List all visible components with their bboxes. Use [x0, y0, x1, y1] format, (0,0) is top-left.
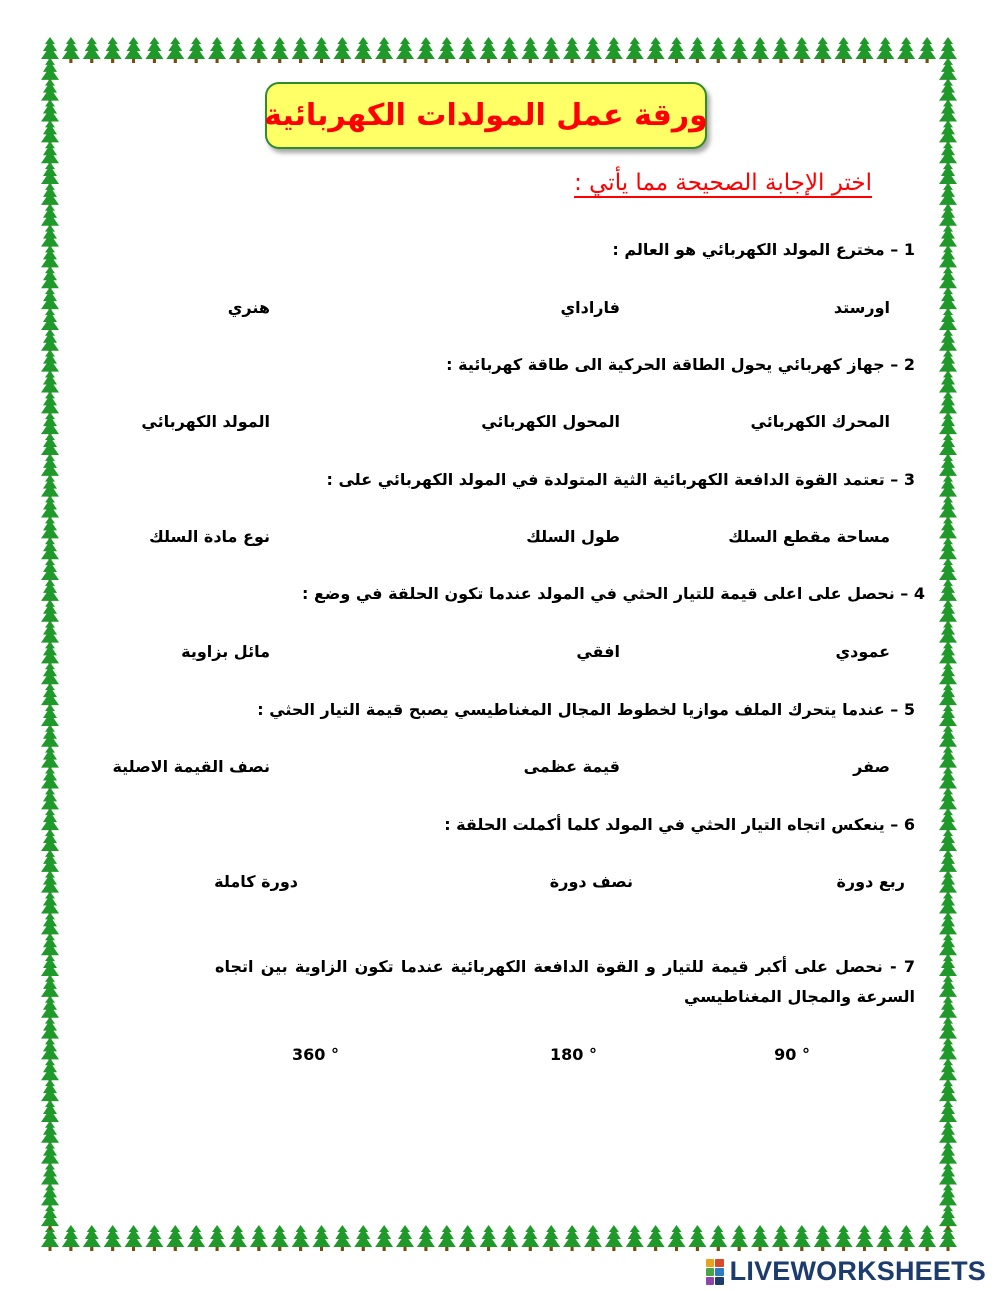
q7-option-1[interactable]: 90 °	[774, 1045, 810, 1064]
instruction-text: اختر الإجابة الصحيحة مما يأتي :	[574, 170, 872, 196]
tree-icon	[375, 1225, 393, 1251]
tree-icon	[835, 1225, 853, 1251]
tree-icon	[542, 1225, 560, 1251]
tree-icon	[918, 1225, 936, 1251]
tree-icon	[229, 1225, 247, 1251]
tree-icon	[751, 37, 769, 63]
q2-option-3[interactable]: المولد الكهربائي	[141, 412, 270, 431]
tree-icon	[187, 37, 205, 63]
tree-icon	[500, 37, 518, 63]
q7-option-2[interactable]: 180 °	[550, 1045, 597, 1064]
q5-option-3[interactable]: نصف القيمة الاصلية	[112, 757, 270, 776]
tree-icon	[876, 37, 894, 63]
question-2: 2 – جهاز كهربائي يحول الطاقة الحركية الى طاقة كهربائية :	[446, 355, 915, 374]
tree-icon	[312, 1225, 330, 1251]
tree-icon	[208, 1225, 226, 1251]
tree-icon	[459, 1225, 477, 1251]
liveworksheets-logo	[706, 1256, 986, 1287]
tree-icon	[626, 37, 644, 63]
tree-icon	[62, 1225, 80, 1251]
q2-option-1[interactable]: المحرك الكهربائي	[750, 412, 890, 431]
tree-icon	[354, 1225, 372, 1251]
tree-icon	[876, 1225, 894, 1251]
tree-icon	[584, 37, 602, 63]
tree-icon	[668, 1225, 686, 1251]
q1-option-3[interactable]: هنري	[227, 298, 270, 317]
tree-icon	[187, 1225, 205, 1251]
q2-option-2[interactable]: المحول الكهربائي	[481, 412, 620, 431]
tree-icon	[855, 1225, 873, 1251]
tree-icon	[563, 37, 581, 63]
q5-option-1[interactable]: صفر	[853, 757, 890, 776]
tree-icon	[521, 1225, 539, 1251]
tree-icon	[855, 37, 873, 63]
question-5: 5 – عندما يتحرك الملف موازيا لخطوط المجال المغناطيسي يصبح قيمة التيار الحثي :	[257, 700, 915, 719]
tree-icon	[563, 1225, 581, 1251]
tree-icon	[730, 37, 748, 63]
tree-icon	[229, 37, 247, 63]
tree-icon	[417, 1225, 435, 1251]
tree-icon	[480, 1225, 498, 1251]
q6-option-2[interactable]: نصف دورة	[549, 872, 633, 891]
tree-icon	[145, 1225, 163, 1251]
q1-option-1[interactable]: اورستد	[833, 298, 890, 317]
liveworksheets-logo-icon	[706, 1259, 724, 1285]
q3-option-2[interactable]: طول السلك	[526, 527, 620, 546]
question-4: 4 – نحصل على اعلى قيمة للتيار الحثي في المولد عندما تكون الحلقة في وضع :	[301, 584, 925, 603]
question-6: 6 – ينعكس اتجاه التيار الحثي في المولد كلما أكملت الحلقة :	[444, 815, 915, 834]
title-box	[265, 82, 707, 149]
q6-option-3[interactable]: دورة كاملة	[214, 872, 298, 891]
tree-icon	[250, 37, 268, 63]
tree-icon	[814, 37, 832, 63]
tree-icon	[897, 1225, 915, 1251]
tree-icon	[605, 1225, 623, 1251]
tree-icon	[730, 1225, 748, 1251]
question-3: 3 – تعتمد القوة الدافعة الكهربائية الثية المتولدة في المولد الكهربائي على :	[326, 470, 915, 489]
tree-icon	[647, 37, 665, 63]
tree-icon	[459, 37, 477, 63]
question-1: 1 – مخترع المولد الكهربائي هو العالم :	[612, 240, 915, 259]
tree-icon	[772, 37, 790, 63]
tree-icon	[271, 37, 289, 63]
tree-icon	[62, 37, 80, 63]
tree-icon	[104, 1225, 122, 1251]
q1-option-2[interactable]: فاراداي	[560, 298, 620, 317]
tree-icon	[125, 37, 143, 63]
tree-icon	[835, 37, 853, 63]
q6-option-1[interactable]: ربع دورة	[836, 872, 905, 891]
tree-icon	[145, 37, 163, 63]
tree-icon	[709, 1225, 727, 1251]
tree-icon	[814, 1225, 832, 1251]
tree-icon	[584, 1225, 602, 1251]
question-7: 7 - نحصل على أكبر قيمة للتيار و القوة الدافعة الكهربائية عندما تكون الزاوية بين اتجاه السرعة والمجال المغناطيسي	[215, 957, 915, 1006]
tree-icon	[709, 37, 727, 63]
tree-icon	[250, 1225, 268, 1251]
tree-icon	[793, 37, 811, 63]
worksheet-title: ورقة عمل المولدات الكهربائية	[264, 98, 708, 133]
tree-icon	[125, 1225, 143, 1251]
tree-icon	[897, 37, 915, 63]
tree-icon	[605, 37, 623, 63]
tree-icon	[772, 1225, 790, 1251]
tree-icon	[166, 37, 184, 63]
tree-icon	[166, 1225, 184, 1251]
q4-option-1[interactable]: عمودي	[835, 642, 890, 661]
tree-icon	[208, 37, 226, 63]
tree-icon	[438, 37, 456, 63]
tree-icon	[375, 37, 393, 63]
q3-option-1[interactable]: مساحة مقطع السلك	[728, 527, 890, 546]
tree-icon	[438, 1225, 456, 1251]
tree-icon	[480, 37, 498, 63]
q5-option-2[interactable]: قيمة عظمى	[523, 757, 620, 776]
liveworksheets-brand: LIVEWORKSHEETS	[729, 1256, 986, 1286]
tree-icon	[542, 37, 560, 63]
tree-icon	[83, 37, 101, 63]
tree-icon	[271, 1225, 289, 1251]
tree-icon	[292, 37, 310, 63]
tree-icon	[292, 1225, 310, 1251]
tree-icon	[626, 1225, 644, 1251]
q4-option-3[interactable]: مائل بزاوية	[181, 642, 270, 661]
tree-icon	[521, 37, 539, 63]
q7-option-3[interactable]: 360 °	[292, 1045, 339, 1064]
tree-icon	[751, 1225, 769, 1251]
tree-icon	[333, 37, 351, 63]
tree-icon	[417, 37, 435, 63]
tree-icon	[688, 37, 706, 63]
q4-option-2[interactable]: افقي	[576, 642, 620, 661]
tree-icon	[793, 1225, 811, 1251]
tree-icon	[396, 37, 414, 63]
tree-icon	[396, 1225, 414, 1251]
tree-icon	[500, 1225, 518, 1251]
tree-icon	[918, 37, 936, 63]
tree-icon	[668, 37, 686, 63]
tree-icon	[41, 1204, 59, 1230]
tree-icon	[312, 37, 330, 63]
tree-icon	[83, 1225, 101, 1251]
tree-icon	[939, 1204, 957, 1230]
tree-icon	[688, 1225, 706, 1251]
tree-icon	[647, 1225, 665, 1251]
tree-icon	[333, 1225, 351, 1251]
tree-icon	[354, 37, 372, 63]
q3-option-3[interactable]: نوع مادة السلك	[149, 527, 270, 546]
tree-icon	[104, 37, 122, 63]
